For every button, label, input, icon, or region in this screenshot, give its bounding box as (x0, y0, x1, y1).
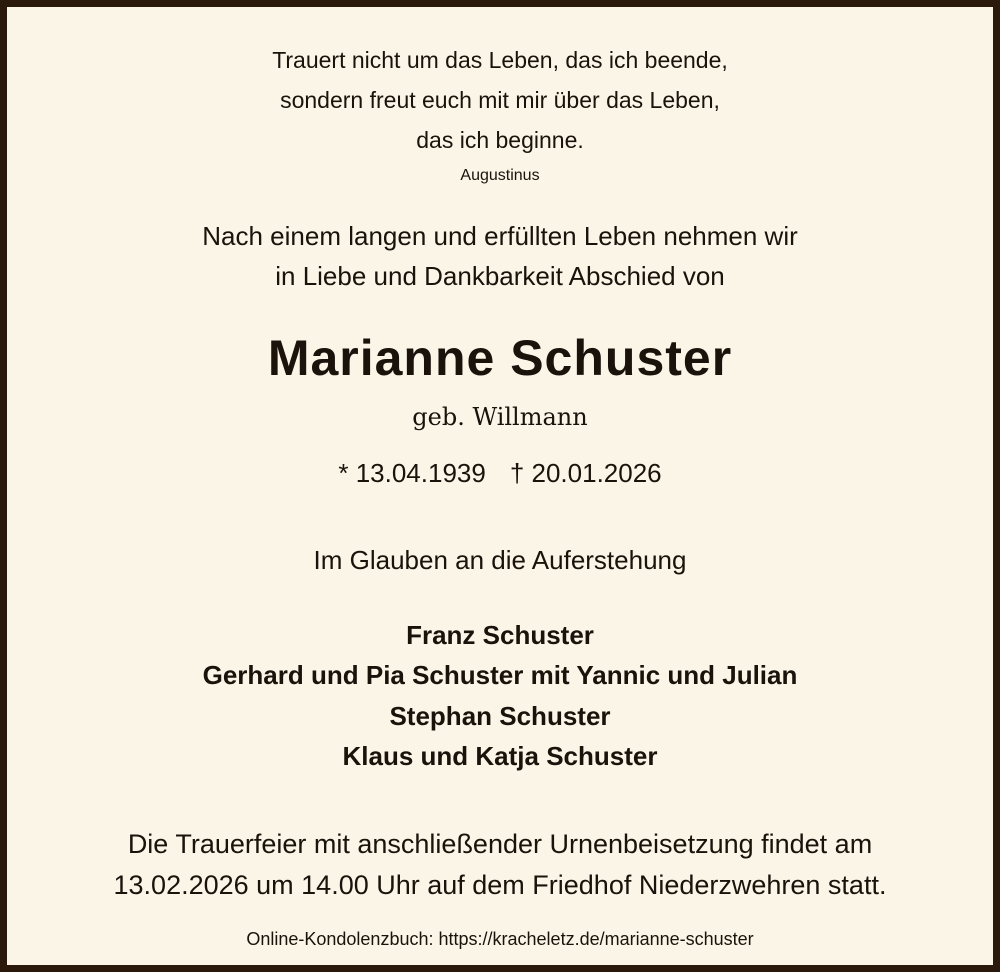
birth-date: * 13.04.1939 (338, 458, 486, 488)
faith-line: Im Glauben an die Auferstehung (313, 545, 687, 575)
service-line: Die Trauerfeier mit anschließender Urnenbeisetzung findet am (127, 829, 873, 859)
mourner-name: Gerhard und Pia Schuster mit Yannic und Julian (202, 660, 798, 690)
maiden-name: geb. Willmann (412, 403, 588, 431)
quote-line: Trauert nicht um das Leben, das ich beende, (272, 47, 728, 73)
quote-author: Augustinus (460, 167, 540, 184)
deceased-name: Marianne Schuster (267, 330, 733, 386)
death-date: † 20.01.2026 (509, 458, 662, 488)
mourner-name: Stephan Schuster (389, 701, 611, 731)
quote-line: das ich beginne. (416, 127, 584, 153)
condolence-url[interactable]: https://kracheletz.de/marianne-schuster (438, 929, 754, 949)
condolence-label: Online-Kondolenzbuch: (246, 929, 434, 949)
quote-line: sondern freut euch mit mir über das Leben, (280, 87, 720, 113)
service-line: 13.02.2026 um 14.00 Uhr auf dem Friedhof Niederzwehren statt. (113, 870, 887, 900)
intro-line: in Liebe und Dankbarkeit Abschied von (275, 261, 725, 291)
life-dates (7, 458, 993, 489)
mourner-name: Franz Schuster (406, 620, 594, 650)
mourner-name: Klaus und Katja Schuster (342, 741, 658, 771)
condolence-link-line (7, 929, 993, 950)
intro-line: Nach einem langen und erfüllten Leben nehmen wir (202, 221, 798, 251)
